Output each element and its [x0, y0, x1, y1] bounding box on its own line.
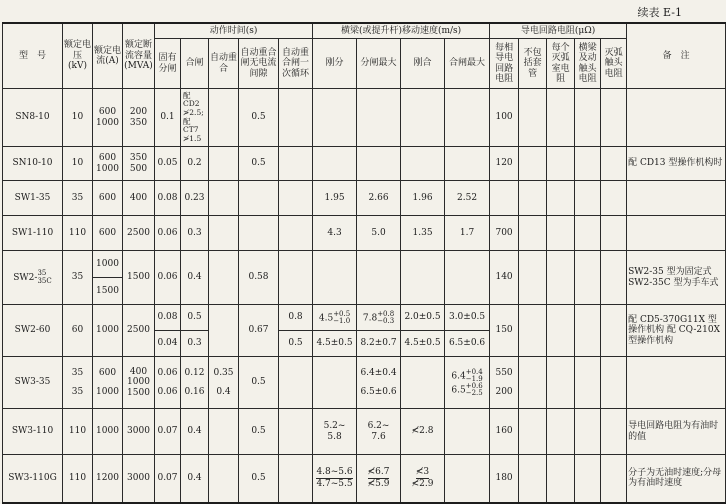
closing-cell: 0.23: [181, 181, 209, 216]
header-closing-max: 合闸最大: [445, 39, 490, 89]
dead-time-cell: 0.5: [239, 455, 279, 503]
remark-cell: 配 CD13 型操作机构时: [627, 147, 726, 181]
header-breaking-capacity: 额定断流容量(MVA): [123, 23, 155, 89]
dead-time-cell: 0.5: [239, 89, 279, 147]
header-arc-contact: 灭弧触头电阻: [601, 39, 627, 89]
inherent-cell: 0.07: [155, 455, 181, 503]
remark-cell: SW2-35 型为固定式 SW2-35C 型为手车式: [627, 251, 726, 305]
current-cell: 1000: [93, 305, 123, 357]
capacity-cell: 1500: [123, 251, 155, 305]
header-action-time: 动作时间(s): [155, 23, 313, 39]
voltage-cell: 110: [63, 216, 93, 251]
resistance-cell: 160: [490, 409, 519, 455]
voltage-cell: 35: [63, 181, 93, 216]
capacity-cell: 200 350: [123, 89, 155, 147]
resistance-cell: 700: [490, 216, 519, 251]
header-resistance: 导电回路电阻(μΩ): [490, 23, 627, 39]
inherent-cell: 0.06: [155, 216, 181, 251]
header-closing-just: 刚合: [401, 39, 445, 89]
remark-cell: 配 CD5-370G11X 型操作机构 配 CQ-210X 型操作机构: [627, 305, 726, 357]
inherent-cell: 0.04: [155, 331, 181, 357]
header-auto-reclose: 自动重合: [209, 39, 239, 89]
table-row: [3, 305, 726, 331]
closing-cell: 0.4: [181, 455, 209, 503]
capacity-cell: 3000: [123, 455, 155, 503]
speed-close-cell: 1.96: [401, 181, 445, 216]
resistance-cell: 550 200: [490, 357, 519, 409]
inherent-cell: 0.06: [155, 251, 181, 305]
speed-close-max-cell: 3.0±0.5: [445, 305, 490, 331]
header-per-phase-resistance: 每相导电回路电阻: [490, 39, 519, 89]
capacity-cell: 350 500: [123, 147, 155, 181]
model-cell: SW2-60: [3, 305, 63, 357]
closing-cell: 0.4: [181, 409, 209, 455]
table-row: [3, 357, 726, 409]
current-cell: 1000: [93, 251, 123, 278]
header-arc-chamber: 每个灭弧室电阻: [547, 39, 575, 89]
header-closing: 合闸: [181, 39, 209, 89]
header-model: 型 号: [3, 23, 63, 89]
current-cell: 1000: [93, 409, 123, 455]
header-excl-bushing: 不包括套管: [519, 39, 547, 89]
speed-close-cell: 4.5±0.5: [401, 331, 445, 357]
model-cell: SW3-110G: [3, 455, 63, 503]
table-row: [3, 216, 726, 251]
dead-time-cell: 0.5: [239, 147, 279, 181]
inherent-cell: 0.1: [155, 89, 181, 147]
model-cell: SW2- 35 35C: [3, 251, 63, 305]
model-cell: SN8-10: [3, 89, 63, 147]
current-cell: 1200: [93, 455, 123, 503]
speed-close-cell: ≮2.8: [401, 409, 445, 455]
speed-open-max-cell: 8.2±0.7: [357, 331, 401, 357]
capacity-cell: 400: [123, 181, 155, 216]
dead-time-cell: 0.5: [239, 409, 279, 455]
speed-open-cell: 4.5 +0.5 −1.0: [313, 305, 357, 331]
capacity-cell: 3000: [123, 409, 155, 455]
remark-cell: 导电回路电阻为有油时的值: [627, 409, 726, 455]
current-cell: 600 1000: [93, 147, 123, 181]
speed-open-cell: 4.3: [313, 216, 357, 251]
table-row: [3, 251, 726, 278]
speed-open-max-cell: 6.4±0.4 6.5±0.6: [357, 357, 401, 409]
header-rated-current: 额定电流(A): [93, 23, 123, 89]
voltage-cell: 110: [63, 455, 93, 503]
speed-close-max-cell: 2.52: [445, 181, 490, 216]
speed-open-cell: 4.5±0.5: [313, 331, 357, 357]
speed-open-max-cell: 7.8 +0.8 −0.3: [357, 305, 401, 331]
speed-close-cell: 2.0±0.5: [401, 305, 445, 331]
speed-open-max-cell: ≮6.7 ≮5.9: [357, 455, 401, 503]
resistance-cell: 140: [490, 251, 519, 305]
capacity-cell: 400 1000 1500: [123, 357, 155, 409]
closing-cell: 0.2: [181, 147, 209, 181]
speed-close-max-cell: 6.4 +0.4 −1.9 6.5 +0.6 −2.5: [445, 357, 490, 409]
header-remarks: 备 注: [627, 23, 726, 89]
speed-open-cell: 5.2~ 5.8: [313, 409, 357, 455]
current-cell: 600: [93, 181, 123, 216]
model-cell: SN10-10: [3, 147, 63, 181]
voltage-cell: 35: [63, 251, 93, 305]
voltage-cell: 60: [63, 305, 93, 357]
speed-open-max-cell: 6.2~ 7.6: [357, 409, 401, 455]
header-opening-just: 刚分: [313, 39, 357, 89]
resistance-cell: 100: [490, 89, 519, 147]
inherent-cell: 0.08: [155, 305, 181, 331]
speed-close-max-cell: 6.5±0.6: [445, 331, 490, 357]
dead-time-cell: 0.67: [239, 305, 279, 357]
resistance-cell: 120: [490, 147, 519, 181]
cycle-cell: 0.5: [279, 331, 313, 357]
dead-time-cell: 0.58: [239, 251, 279, 305]
speed-open-max-cell: 2.66: [357, 181, 401, 216]
resistance-cell: 180: [490, 455, 519, 503]
voltage-cell: 10: [63, 89, 93, 147]
header-rated-voltage: 额定电压(kV): [63, 23, 93, 89]
speed-close-cell: 1.35: [401, 216, 445, 251]
resistance-cell: 150: [490, 305, 519, 357]
current-cell: 600: [93, 216, 123, 251]
table-row: [3, 181, 726, 216]
model-cell: SW1-35: [3, 181, 63, 216]
capacity-cell: 2500: [123, 216, 155, 251]
table-row: [3, 455, 726, 503]
closing-cell: 0.12 0.16: [181, 357, 209, 409]
model-cell: SW3-35: [3, 357, 63, 409]
header-speed: 横梁(或提升杆)移动速度(m/s): [313, 23, 490, 39]
inherent-cell: 0.06 0.06: [155, 357, 181, 409]
closing-cell: 0.5: [181, 305, 209, 331]
voltage-cell: 35 35: [63, 357, 93, 409]
closing-cell: 0.3: [181, 331, 209, 357]
continued-label: 续表 E-1: [637, 6, 682, 19]
inherent-cell: 0.08: [155, 181, 181, 216]
closing-cell: 配 CD2 ≯2.5; 配 CT7 ≯1.5: [181, 89, 209, 147]
speed-open-cell: 4.8~5.6 4.7~5.5: [313, 455, 357, 503]
table-row: [3, 409, 726, 455]
speed-close-max-cell: 1.7: [445, 216, 490, 251]
header-inherent-opening: 固有分闸: [155, 39, 181, 89]
capacity-cell: 2500: [123, 305, 155, 357]
dead-time-cell: 0.5: [239, 357, 279, 409]
inherent-cell: 0.07: [155, 409, 181, 455]
speed-close-cell: ≮3 ≮2.9: [401, 455, 445, 503]
current-cell: 1500: [93, 278, 123, 305]
speed-open-max-cell: 5.0: [357, 216, 401, 251]
table-row: [3, 89, 726, 147]
closing-cell: 0.3: [181, 216, 209, 251]
voltage-cell: 10: [63, 147, 93, 181]
auto-reclose-cell: 0.35 0.4: [209, 357, 239, 409]
current-cell: 600 1000: [93, 357, 123, 409]
model-cell: SW1-110: [3, 216, 63, 251]
circuit-breaker-table: [2, 22, 726, 504]
header-opening-max: 分闸最大: [357, 39, 401, 89]
closing-cell: 0.4: [181, 251, 209, 305]
model-cell: SW3-110: [3, 409, 63, 455]
voltage-cell: 110: [63, 409, 93, 455]
header-reclose-cycle: 自动重合闸一次循环: [279, 39, 313, 89]
table-row: [3, 147, 726, 181]
current-cell: 600 1000: [93, 89, 123, 147]
remark-cell: 分子为无油时速度;分母为有油时速度: [627, 455, 726, 503]
header-reclose-dead-time: 自动重合闸无电流间隙: [239, 39, 279, 89]
inherent-cell: 0.05: [155, 147, 181, 181]
cycle-cell: 0.8: [279, 305, 313, 331]
header-beam-contact: 横梁及动触头电阻: [575, 39, 601, 89]
speed-open-cell: 1.95: [313, 181, 357, 216]
